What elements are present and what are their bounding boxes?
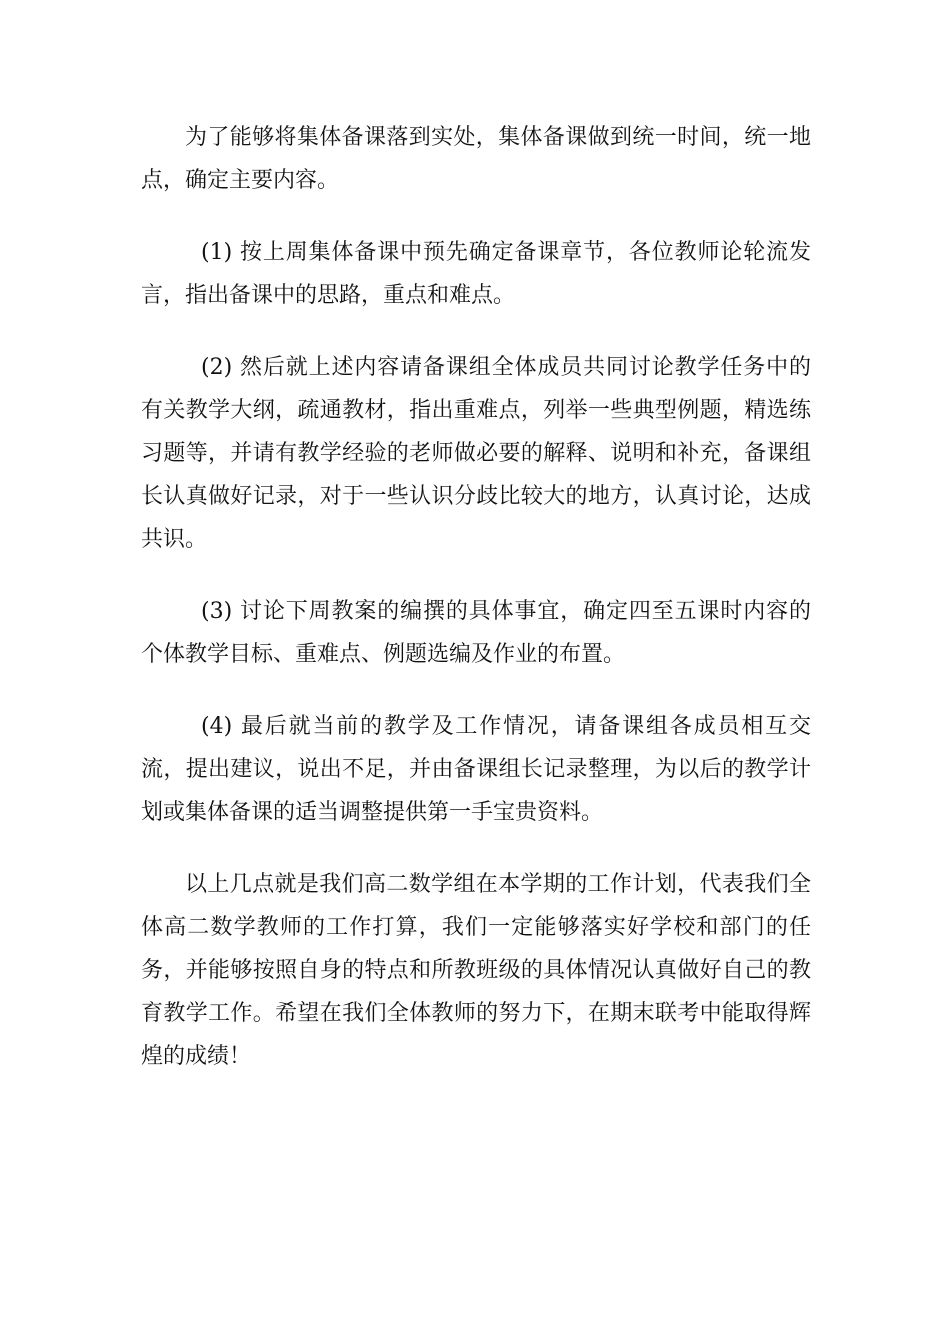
paragraph-conclusion: 以上几点就是我们高二数学组在本学期的工作计划，代表我们全体高二数学教师的工作打算，我们一定能够落实好学校和部门的任务，并能够按照自身的特点和所教班级的具体情况认真做好自己的教育教学工作。希望在我们全体教师的努力下，在期末联考中能取得辉煌的成绩！ [141,872,811,1069]
paragraph-item-3: (3) 讨论下周教案的编撰的具体事宜，确定四至五课时内容的个体教学目标、重难点、例题选编及作业的布置。 [141,599,811,667]
document-body [141,116,811,1107]
paragraph-item-4: (4) 最后就当前的教学及工作情况，请备课组各成员相互交流，提出建议，说出不足，并由备课组长记录整理，为以后的教学计划或集体备课的适当调整提供第一手宝贵资料。 [141,714,811,825]
paragraph-item-2: (2) 然后就上述内容请备课组全体成员共同讨论教学任务中的有关教学大纲，疏通教材，指出重难点，列举一些典型例题，精选练习题等，并请有教学经验的老师做必要的解释、说明和补充，备课组长认真做好记录，对于一些认识分歧比较大的地方，认真讨论，达成共识。 [141,355,811,552]
paragraph-item-1: (1) 按上周集体备课中预先确定备课章节，各位教师论轮流发言，指出备课中的思路，重点和难点。 [141,240,811,308]
paragraph-intro: 为了能够将集体备课落到实处，集体备课做到统一时间，统一地点，确定主要内容。 [141,125,811,193]
